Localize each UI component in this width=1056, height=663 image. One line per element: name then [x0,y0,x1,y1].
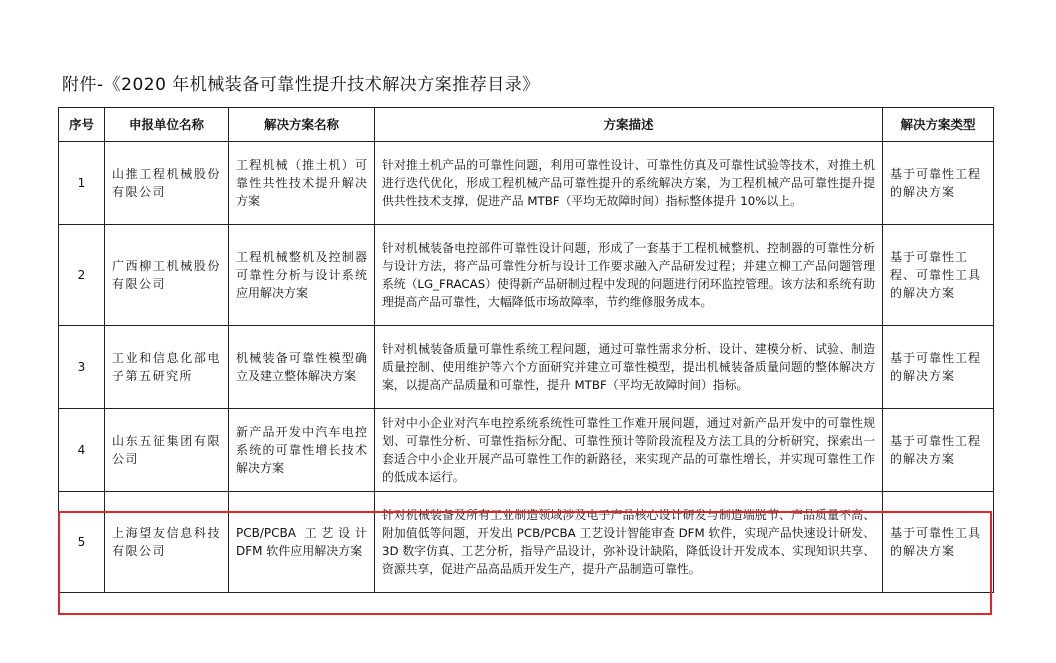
row-unit: 山推工程机械股份有限公司 [105,142,229,225]
row-index: 1 [59,142,105,225]
row-index: 5 [59,492,105,593]
header-unit: 申报单位名称 [105,108,229,142]
row-solution-type: 基于可靠性工程、可靠性工具的解决方案 [883,225,994,326]
recommendation-table [58,107,994,593]
table-header-row [59,108,994,142]
document-title: 附件-《2020 年机械装备可靠性提升技术解决方案推荐目录》 [62,75,540,95]
row-solution-type: 基于可靠性工程的解决方案 [883,142,994,225]
row-unit: 山东五征集团有限公司 [105,409,229,492]
table-row [59,225,994,326]
table-row [59,142,994,225]
row-solution-name: 工程机械整机及控制器可靠性分析与设计系统应用解决方案 [229,225,375,326]
table-row-highlighted [59,492,994,593]
header-solution-name: 解决方案名称 [229,108,375,142]
row-description: 针对机械装备及所有工业制造领域涉及电子产品核心设计研发与制造端脱节、产品质量不高、附加值低等问题，开发出 PCB/PCBA 工艺设计智能审查 DFM 软件，实现产品快速设计研发、3D 数字仿真、工艺分析，指导产品设计，弥补设计缺陷，降低设计开发成本、实现知识共享、资源共享，促进产品高品质开发生产，提升产品制造可靠性。 [375,492,883,593]
row-index: 4 [59,409,105,492]
row-index: 3 [59,326,105,409]
row-solution-type: 基于可靠性工程的解决方案 [883,409,994,492]
table-row [59,409,994,492]
row-description: 针对中小企业对汽车电控系统系统性可靠性工作难开展问题，通过对新产品开发中的可靠性规划、可靠性分析、可靠性指标分配、可靠性预计等阶段流程及方法工具的分析研究，探索出一套适合中小企业开展产品可靠性工作的新路径，来实现产品的可靠性增长，并实现可靠性工作的低成本运行。 [375,409,883,492]
row-unit: 广西柳工机械股份有限公司 [105,225,229,326]
row-unit: 工业和信息化部电子第五研究所 [105,326,229,409]
row-solution-name: 机械装备可靠性模型确立及建立整体解决方案 [229,326,375,409]
header-solution-type: 解决方案类型 [883,108,994,142]
row-description: 针对机械装备质量可靠性系统工程问题，通过可靠性需求分析、设计、建模分析、试验、制造质量控制、使用维护等六个方面研究并建立可靠性模型，提出机械装备质量问题的整体解决方案，以提高产品质量和可靠性，提升 MTBF（平均无故障时间）指标。 [375,326,883,409]
row-index: 2 [59,225,105,326]
header-index: 序号 [59,108,105,142]
row-description: 针对机械装备电控部件可靠性设计问题，形成了一套基于工程机械整机、控制器的可靠性分析与设计方法，将产品可靠性分析与设计工作要求融入产品研发过程；并建立柳工产品问题管理系统（LG_FRACAS）使得新产品研制过程中发现的问题进行闭环监控管理。该方法和系统有助理提高产品可靠性，大幅降低市场故障率，节约维修服务成本。 [375,225,883,326]
row-solution-type: 基于可靠性工程的解决方案 [883,326,994,409]
header-description: 方案描述 [375,108,883,142]
table-row [59,326,994,409]
row-solution-name: 工程机械（推土机）可靠性共性技术提升解决方案 [229,142,375,225]
row-solution-name: 新产品开发中汽车电控系统的可靠性增长技术解决方案 [229,409,375,492]
row-description: 针对推土机产品的可靠性问题，利用可靠性设计、可靠性仿真及可靠性试验等技术，对推土机进行迭代优化，形成工程机械产品可靠性提升的系统解决方案，为工程机械产品可靠性提升提供共性技术支撑，促进产品 MTBF（平均无故障时间）指标整体提升 10%以上。 [375,142,883,225]
row-solution-type: 基于可靠性工具的解决方案 [883,492,994,593]
row-solution-name: PCB/PCBA 工艺设计 DFM 软件应用解决方案 [229,492,375,593]
row-unit: 上海望友信息科技有限公司 [105,492,229,593]
